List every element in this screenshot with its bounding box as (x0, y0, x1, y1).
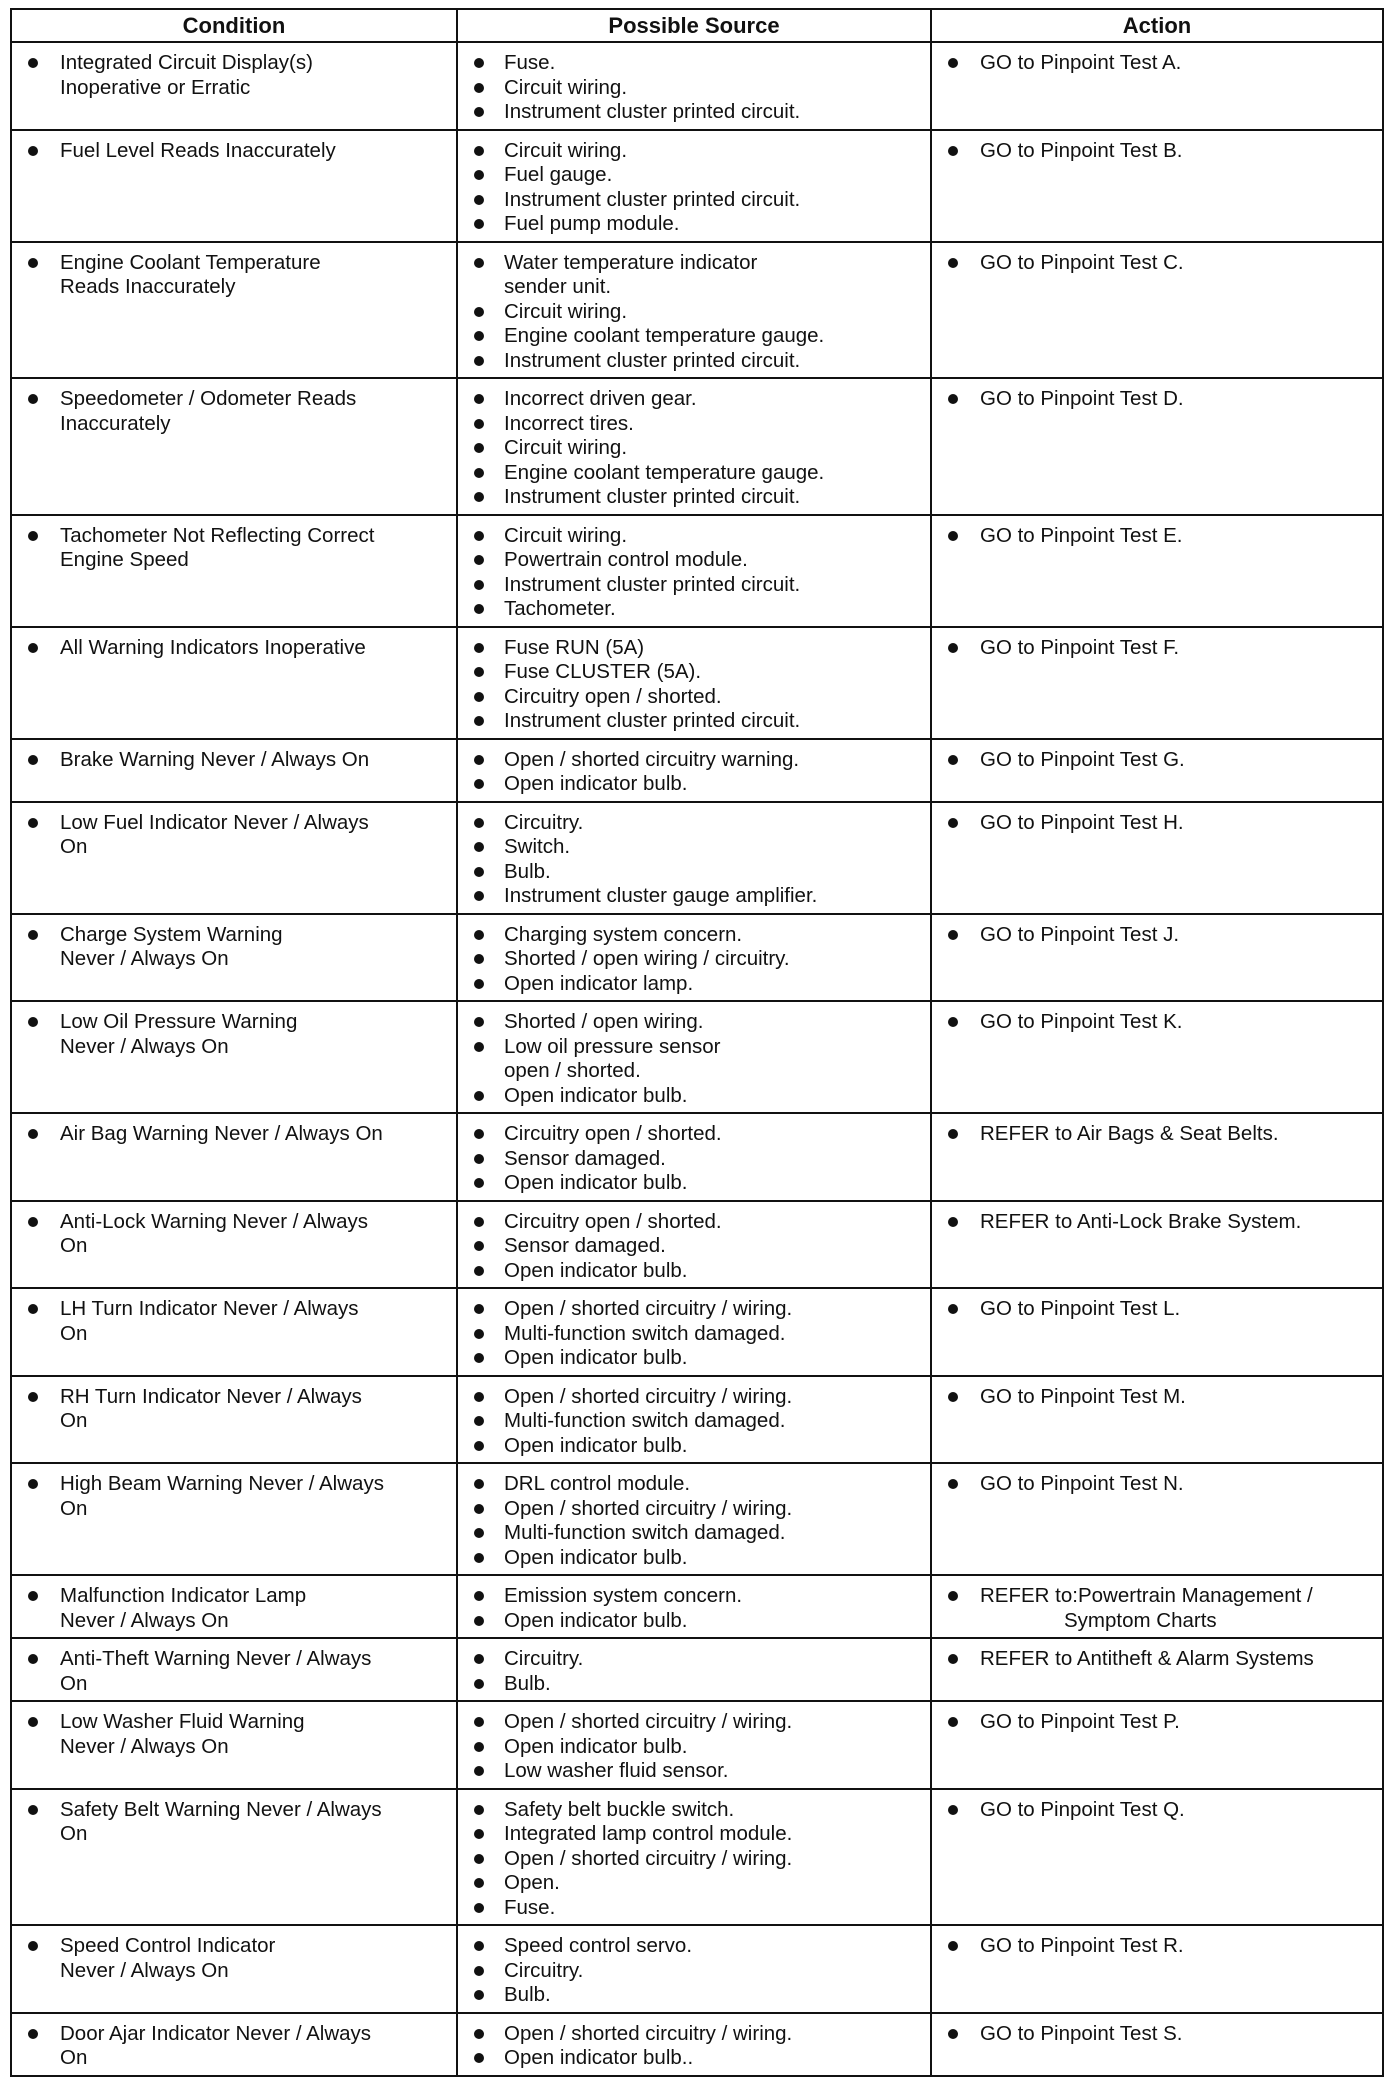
condition-cell (11, 1463, 457, 1575)
possible-source-cell (457, 1638, 931, 1701)
action-cell (931, 1925, 1383, 2013)
source-item: Powertrain control module. (468, 548, 924, 573)
condition-text-line: On (60, 1822, 88, 1845)
condition-text-line: Air Bag Warning Never / Always On (60, 1122, 383, 1145)
condition-text-line: Tachometer Not Reflecting Correct (60, 523, 375, 547)
action-cell (931, 1789, 1383, 1926)
condition-text-line: RH Turn Indicator Never / Always (60, 1384, 362, 1408)
table-row (11, 1701, 1383, 1789)
possible-source-cell (457, 1575, 931, 1638)
source-item: Circuit wiring. (468, 76, 924, 101)
condition-text-line: On (60, 1409, 88, 1432)
action-cell (931, 1113, 1383, 1201)
action-text-line: GO to Pinpoint Test A. (980, 51, 1182, 74)
table-row (11, 739, 1383, 802)
action-text-line: REFER to Antitheft & Alarm Systems (980, 1647, 1314, 1670)
action-cell (931, 1376, 1383, 1464)
source-item: Multi-function switch damaged. (468, 1322, 924, 1347)
action-item (942, 1584, 1376, 1633)
condition-text-line: On (60, 1234, 88, 1257)
possible-source-cell (457, 242, 931, 379)
condition-text-line: Speedometer / Odometer Reads (60, 387, 357, 410)
condition-cell (11, 1701, 457, 1789)
action-item (942, 1010, 1376, 1035)
action-text-line: GO to Pinpoint Test G. (980, 747, 1185, 771)
possible-source-cell (457, 627, 931, 739)
action-cell (931, 1001, 1383, 1113)
action-item (942, 1297, 1376, 1322)
source-item: Instrument cluster printed circuit. (468, 349, 924, 374)
condition-cell (11, 42, 457, 130)
source-item: Instrument cluster printed circuit. (468, 573, 924, 598)
possible-source-cell (457, 1001, 931, 1113)
source-item: Open / shorted circuitry warning. (468, 748, 924, 773)
action-cell (931, 42, 1383, 130)
source-item: Open indicator bulb. (468, 1259, 924, 1284)
action-cell (931, 739, 1383, 802)
condition-text-line: Anti-Theft Warning Never / Always (60, 1647, 372, 1670)
condition-text-line: On (60, 1496, 88, 1520)
action-text-line: GO to Pinpoint Test B. (980, 138, 1183, 162)
source-item: Instrument cluster printed circuit. (468, 485, 924, 510)
source-item: Open indicator bulb. (468, 772, 924, 797)
condition-item (22, 1647, 450, 1696)
source-item: Open indicator bulb. (468, 1546, 924, 1571)
condition-item (22, 251, 450, 300)
possible-source-cell (457, 378, 931, 515)
table-row (11, 1113, 1383, 1201)
source-item: Bulb. (468, 860, 924, 885)
action-cell (931, 1575, 1383, 1638)
condition-text-line: Door Ajar Indicator Never / Always (60, 2021, 372, 2045)
condition-item (22, 1584, 450, 1633)
possible-source-cell (457, 1925, 931, 2013)
action-text-line: GO to Pinpoint Test J. (980, 922, 1180, 946)
table-row (11, 1001, 1383, 1113)
possible-source-cell (457, 1701, 931, 1789)
action-text-line: GO to Pinpoint Test H. (980, 810, 1184, 834)
source-item: Incorrect driven gear. (468, 387, 924, 412)
possible-source-cell (457, 42, 931, 130)
source-item: Sensor damaged. (468, 1234, 924, 1259)
source-item: Open indicator lamp. (468, 972, 924, 997)
source-item: Fuse. (468, 1896, 924, 1921)
source-item: Circuitry. (468, 1647, 924, 1672)
action-cell (931, 515, 1383, 627)
condition-cell (11, 1575, 457, 1638)
possible-source-cell (457, 1376, 931, 1464)
symptom-chart-page (10, 8, 1382, 2077)
action-text-line: REFER to Anti-Lock Brake System. (980, 1209, 1302, 1233)
condition-text-line: Never / Always On (60, 947, 229, 970)
source-item: Open indicator bulb. (468, 1609, 924, 1634)
table-row (11, 914, 1383, 1002)
condition-item (22, 636, 450, 661)
condition-text-line: On (60, 1671, 88, 1695)
table-row (11, 1925, 1383, 2013)
source-item: Circuitry open / shorted. (468, 1210, 924, 1235)
table-row (11, 1463, 1383, 1575)
action-text-line: GO to Pinpoint Test S. (980, 2021, 1183, 2045)
action-cell (931, 130, 1383, 242)
action-item (942, 387, 1376, 412)
condition-item (22, 811, 450, 860)
action-text-line: GO to Pinpoint Test F. (980, 635, 1180, 659)
action-cell (931, 1638, 1383, 1701)
condition-item (22, 139, 450, 164)
source-item: Instrument cluster printed circuit. (468, 188, 924, 213)
source-item: Integrated lamp control module. (468, 1822, 924, 1847)
action-cell (931, 378, 1383, 515)
table-row (11, 378, 1383, 515)
source-item: Instrument cluster printed circuit. (468, 709, 924, 734)
condition-text-line: Reads Inaccurately (60, 275, 236, 298)
condition-text-line: All Warning Indicators Inoperative (60, 635, 366, 659)
source-item: Low washer fluid sensor. (468, 1759, 924, 1784)
action-text-line: GO to Pinpoint Test E. (980, 523, 1183, 547)
action-item (942, 1647, 1376, 1672)
table-row (11, 1288, 1383, 1376)
possible-source-cell (457, 1113, 931, 1201)
condition-item (22, 1210, 450, 1259)
condition-text-line: Never / Always On (60, 1958, 229, 1982)
action-item (942, 1385, 1376, 1410)
source-item: Shorted / open wiring / circuitry. (468, 947, 924, 972)
source-item: DRL control module. (468, 1472, 924, 1497)
condition-text-line: LH Turn Indicator Never / Always (60, 1297, 359, 1320)
condition-text-line: On (60, 1321, 88, 1345)
source-item: Circuitry open / shorted. (468, 685, 924, 710)
condition-cell (11, 914, 457, 1002)
condition-header: Condition (11, 9, 457, 42)
condition-text-line: Brake Warning Never / Always On (60, 747, 370, 771)
source-item: Circuit wiring. (468, 524, 924, 549)
condition-cell (11, 1925, 457, 2013)
condition-cell (11, 515, 457, 627)
condition-text-line: Integrated Circuit Display(s) (60, 51, 313, 74)
condition-text-line: On (60, 2046, 88, 2069)
action-item (942, 811, 1376, 836)
source-item: Open. (468, 1871, 924, 1896)
action-item (942, 1798, 1376, 1823)
source-item: Open / shorted circuitry / wiring. (468, 1297, 924, 1322)
possible-source-cell (457, 914, 931, 1002)
action-item (942, 139, 1376, 164)
source-item: Open indicator bulb. (468, 1084, 924, 1109)
source-item: Water temperature indicator sender unit. (468, 251, 924, 300)
condition-text-line: Safety Belt Warning Never / Always (60, 1797, 382, 1821)
action-cell (931, 914, 1383, 1002)
action-text-line: GO to Pinpoint Test P. (980, 1710, 1180, 1733)
condition-item (22, 387, 450, 436)
table-row (11, 242, 1383, 379)
condition-text-line: Anti-Lock Warning Never / Always (60, 1209, 368, 1233)
possible-source-cell (457, 130, 931, 242)
source-item: Multi-function switch damaged. (468, 1409, 924, 1434)
table-row (11, 1638, 1383, 1701)
condition-cell (11, 1288, 457, 1376)
table-row (11, 802, 1383, 914)
source-item: Shorted / open wiring. (468, 1010, 924, 1035)
condition-text-line: Charge System Warning (60, 922, 283, 946)
source-item: Circuit wiring. (468, 436, 924, 461)
table-row (11, 2013, 1383, 2076)
condition-text-line: Speed Control Indicator (60, 1934, 276, 1957)
table-row (11, 515, 1383, 627)
source-item: Instrument cluster gauge amplifier. (468, 884, 924, 909)
condition-cell (11, 1376, 457, 1464)
condition-item (22, 1385, 450, 1434)
source-item: Circuit wiring. (468, 139, 924, 164)
source-item: Speed control servo. (468, 1934, 924, 1959)
condition-text-line: Inaccurately (60, 411, 171, 435)
table-row (11, 1201, 1383, 1289)
condition-text-line: Malfunction Indicator Lamp (60, 1584, 307, 1607)
action-item (942, 1472, 1376, 1497)
action-text-line: GO to Pinpoint Test K. (980, 1010, 1183, 1033)
action-text-line: REFER to:Powertrain Management / (980, 1584, 1313, 1607)
source-item: Open indicator bulb. (468, 1434, 924, 1459)
condition-item (22, 1710, 450, 1759)
table-body (11, 42, 1383, 2076)
source-item: Open / shorted circuitry / wiring. (468, 1710, 924, 1735)
condition-cell (11, 627, 457, 739)
possible-source-cell (457, 1288, 931, 1376)
action-cell (931, 802, 1383, 914)
table-row (11, 1789, 1383, 1926)
condition-item (22, 1122, 450, 1147)
action-header: Action (931, 9, 1383, 42)
condition-cell (11, 1789, 457, 1926)
source-item: Open indicator bulb.. (468, 2046, 924, 2071)
source-item: Open / shorted circuitry / wiring. (468, 1385, 924, 1410)
source-item: Engine coolant temperature gauge. (468, 461, 924, 486)
source-item: Fuse. (468, 51, 924, 76)
condition-cell (11, 1001, 457, 1113)
action-cell (931, 1463, 1383, 1575)
condition-cell (11, 2013, 457, 2076)
possible-source-cell (457, 802, 931, 914)
action-item (942, 1210, 1376, 1235)
condition-text-line: On (60, 835, 88, 858)
condition-item (22, 524, 450, 573)
possible-source-cell (457, 1463, 931, 1575)
possible-source-cell (457, 2013, 931, 2076)
condition-text-line: Inoperative or Erratic (60, 75, 251, 99)
action-item (942, 1934, 1376, 1959)
condition-cell (11, 1113, 457, 1201)
condition-item (22, 1798, 450, 1847)
condition-cell (11, 378, 457, 515)
condition-item (22, 1010, 450, 1059)
condition-cell (11, 739, 457, 802)
source-item: Circuitry. (468, 1959, 924, 1984)
source-item: Charging system concern. (468, 923, 924, 948)
condition-cell (11, 242, 457, 379)
source-item: Fuel pump module. (468, 212, 924, 237)
action-cell (931, 1201, 1383, 1289)
source-item: Safety belt buckle switch. (468, 1798, 924, 1823)
condition-cell (11, 1638, 457, 1701)
action-cell (931, 2013, 1383, 2076)
source-item: Incorrect tires. (468, 412, 924, 437)
source-item: Open / shorted circuitry / wiring. (468, 1847, 924, 1872)
condition-text-line: Never / Always On (60, 1608, 229, 1632)
condition-text-line: Low Oil Pressure Warning (60, 1010, 298, 1033)
action-text-line: GO to Pinpoint Test L. (980, 1297, 1181, 1320)
condition-text-line: Fuel Level Reads Inaccurately (60, 138, 336, 162)
source-item: Bulb. (468, 1672, 924, 1697)
source-item: Low oil pressure sensor open / shorted. (468, 1035, 924, 1084)
source-item: Open indicator bulb. (468, 1346, 924, 1371)
source-item: Instrument cluster printed circuit. (468, 100, 924, 125)
source-item: Bulb. (468, 1983, 924, 2008)
condition-item (22, 1934, 450, 1983)
condition-text-line: Low Fuel Indicator Never / Always (60, 810, 369, 834)
possible-source-cell (457, 1201, 931, 1289)
action-item (942, 1710, 1376, 1735)
condition-item (22, 51, 450, 100)
action-text-line: REFER to Air Bags & Seat Belts. (980, 1122, 1279, 1145)
source-item: Circuit wiring. (468, 300, 924, 325)
symptom-chart-table (10, 8, 1384, 2077)
action-text-line: GO to Pinpoint Test D. (980, 387, 1184, 410)
action-cell (931, 242, 1383, 379)
table-row (11, 1376, 1383, 1464)
source-item: Fuse RUN (5A) (468, 636, 924, 661)
condition-item (22, 1297, 450, 1346)
source-item: Tachometer. (468, 597, 924, 622)
source-item: Open indicator bulb. (468, 1171, 924, 1196)
condition-text-line: High Beam Warning Never / Always (60, 1472, 384, 1495)
condition-text-line: Never / Always On (60, 1034, 229, 1058)
condition-item (22, 748, 450, 773)
source-item: Circuitry. (468, 811, 924, 836)
possible-source-cell (457, 515, 931, 627)
action-text-line: GO to Pinpoint Test R. (980, 1934, 1184, 1957)
source-item: Open / shorted circuitry / wiring. (468, 2022, 924, 2047)
condition-item (22, 923, 450, 972)
possible-source-cell (457, 1789, 931, 1926)
source-item: Switch. (468, 835, 924, 860)
source-item: Emission system concern. (468, 1584, 924, 1609)
source-item: Fuel gauge. (468, 163, 924, 188)
action-item (942, 2022, 1376, 2047)
action-text-line: GO to Pinpoint Test C. (980, 250, 1184, 274)
action-item (942, 636, 1376, 661)
action-cell (931, 1701, 1383, 1789)
source-item: Circuitry open / shorted. (468, 1122, 924, 1147)
table-row (11, 42, 1383, 130)
action-text-line: Symptom Charts (1064, 1608, 1217, 1632)
possible-source-header: Possible Source (457, 9, 931, 42)
action-item (942, 251, 1376, 276)
condition-cell (11, 130, 457, 242)
condition-text-line: Engine Coolant Temperature (60, 250, 321, 274)
source-item: Engine coolant temperature gauge. (468, 324, 924, 349)
condition-item (22, 1472, 450, 1521)
action-item (942, 51, 1376, 76)
action-item (942, 524, 1376, 549)
action-item (942, 748, 1376, 773)
condition-text-line: Engine Speed (60, 548, 189, 571)
condition-cell (11, 802, 457, 914)
source-item: Sensor damaged. (468, 1147, 924, 1172)
action-cell (931, 1288, 1383, 1376)
header-row (11, 9, 1383, 42)
possible-source-cell (457, 739, 931, 802)
source-item: Fuse CLUSTER (5A). (468, 660, 924, 685)
source-item: Multi-function switch damaged. (468, 1521, 924, 1546)
action-cell (931, 627, 1383, 739)
action-text-line: GO to Pinpoint Test Q. (980, 1797, 1185, 1821)
condition-cell (11, 1201, 457, 1289)
source-item: Open / shorted circuitry / wiring. (468, 1497, 924, 1522)
action-item (942, 923, 1376, 948)
source-item: Open indicator bulb. (468, 1735, 924, 1760)
table-row (11, 627, 1383, 739)
condition-text-line: Never / Always On (60, 1734, 229, 1758)
condition-text-line: Low Washer Fluid Warning (60, 1710, 305, 1733)
table-row (11, 130, 1383, 242)
action-text-line: GO to Pinpoint Test M. (980, 1384, 1186, 1408)
action-text-line: GO to Pinpoint Test N. (980, 1472, 1184, 1495)
table-row (11, 1575, 1383, 1638)
action-item (942, 1122, 1376, 1147)
condition-item (22, 2022, 450, 2071)
